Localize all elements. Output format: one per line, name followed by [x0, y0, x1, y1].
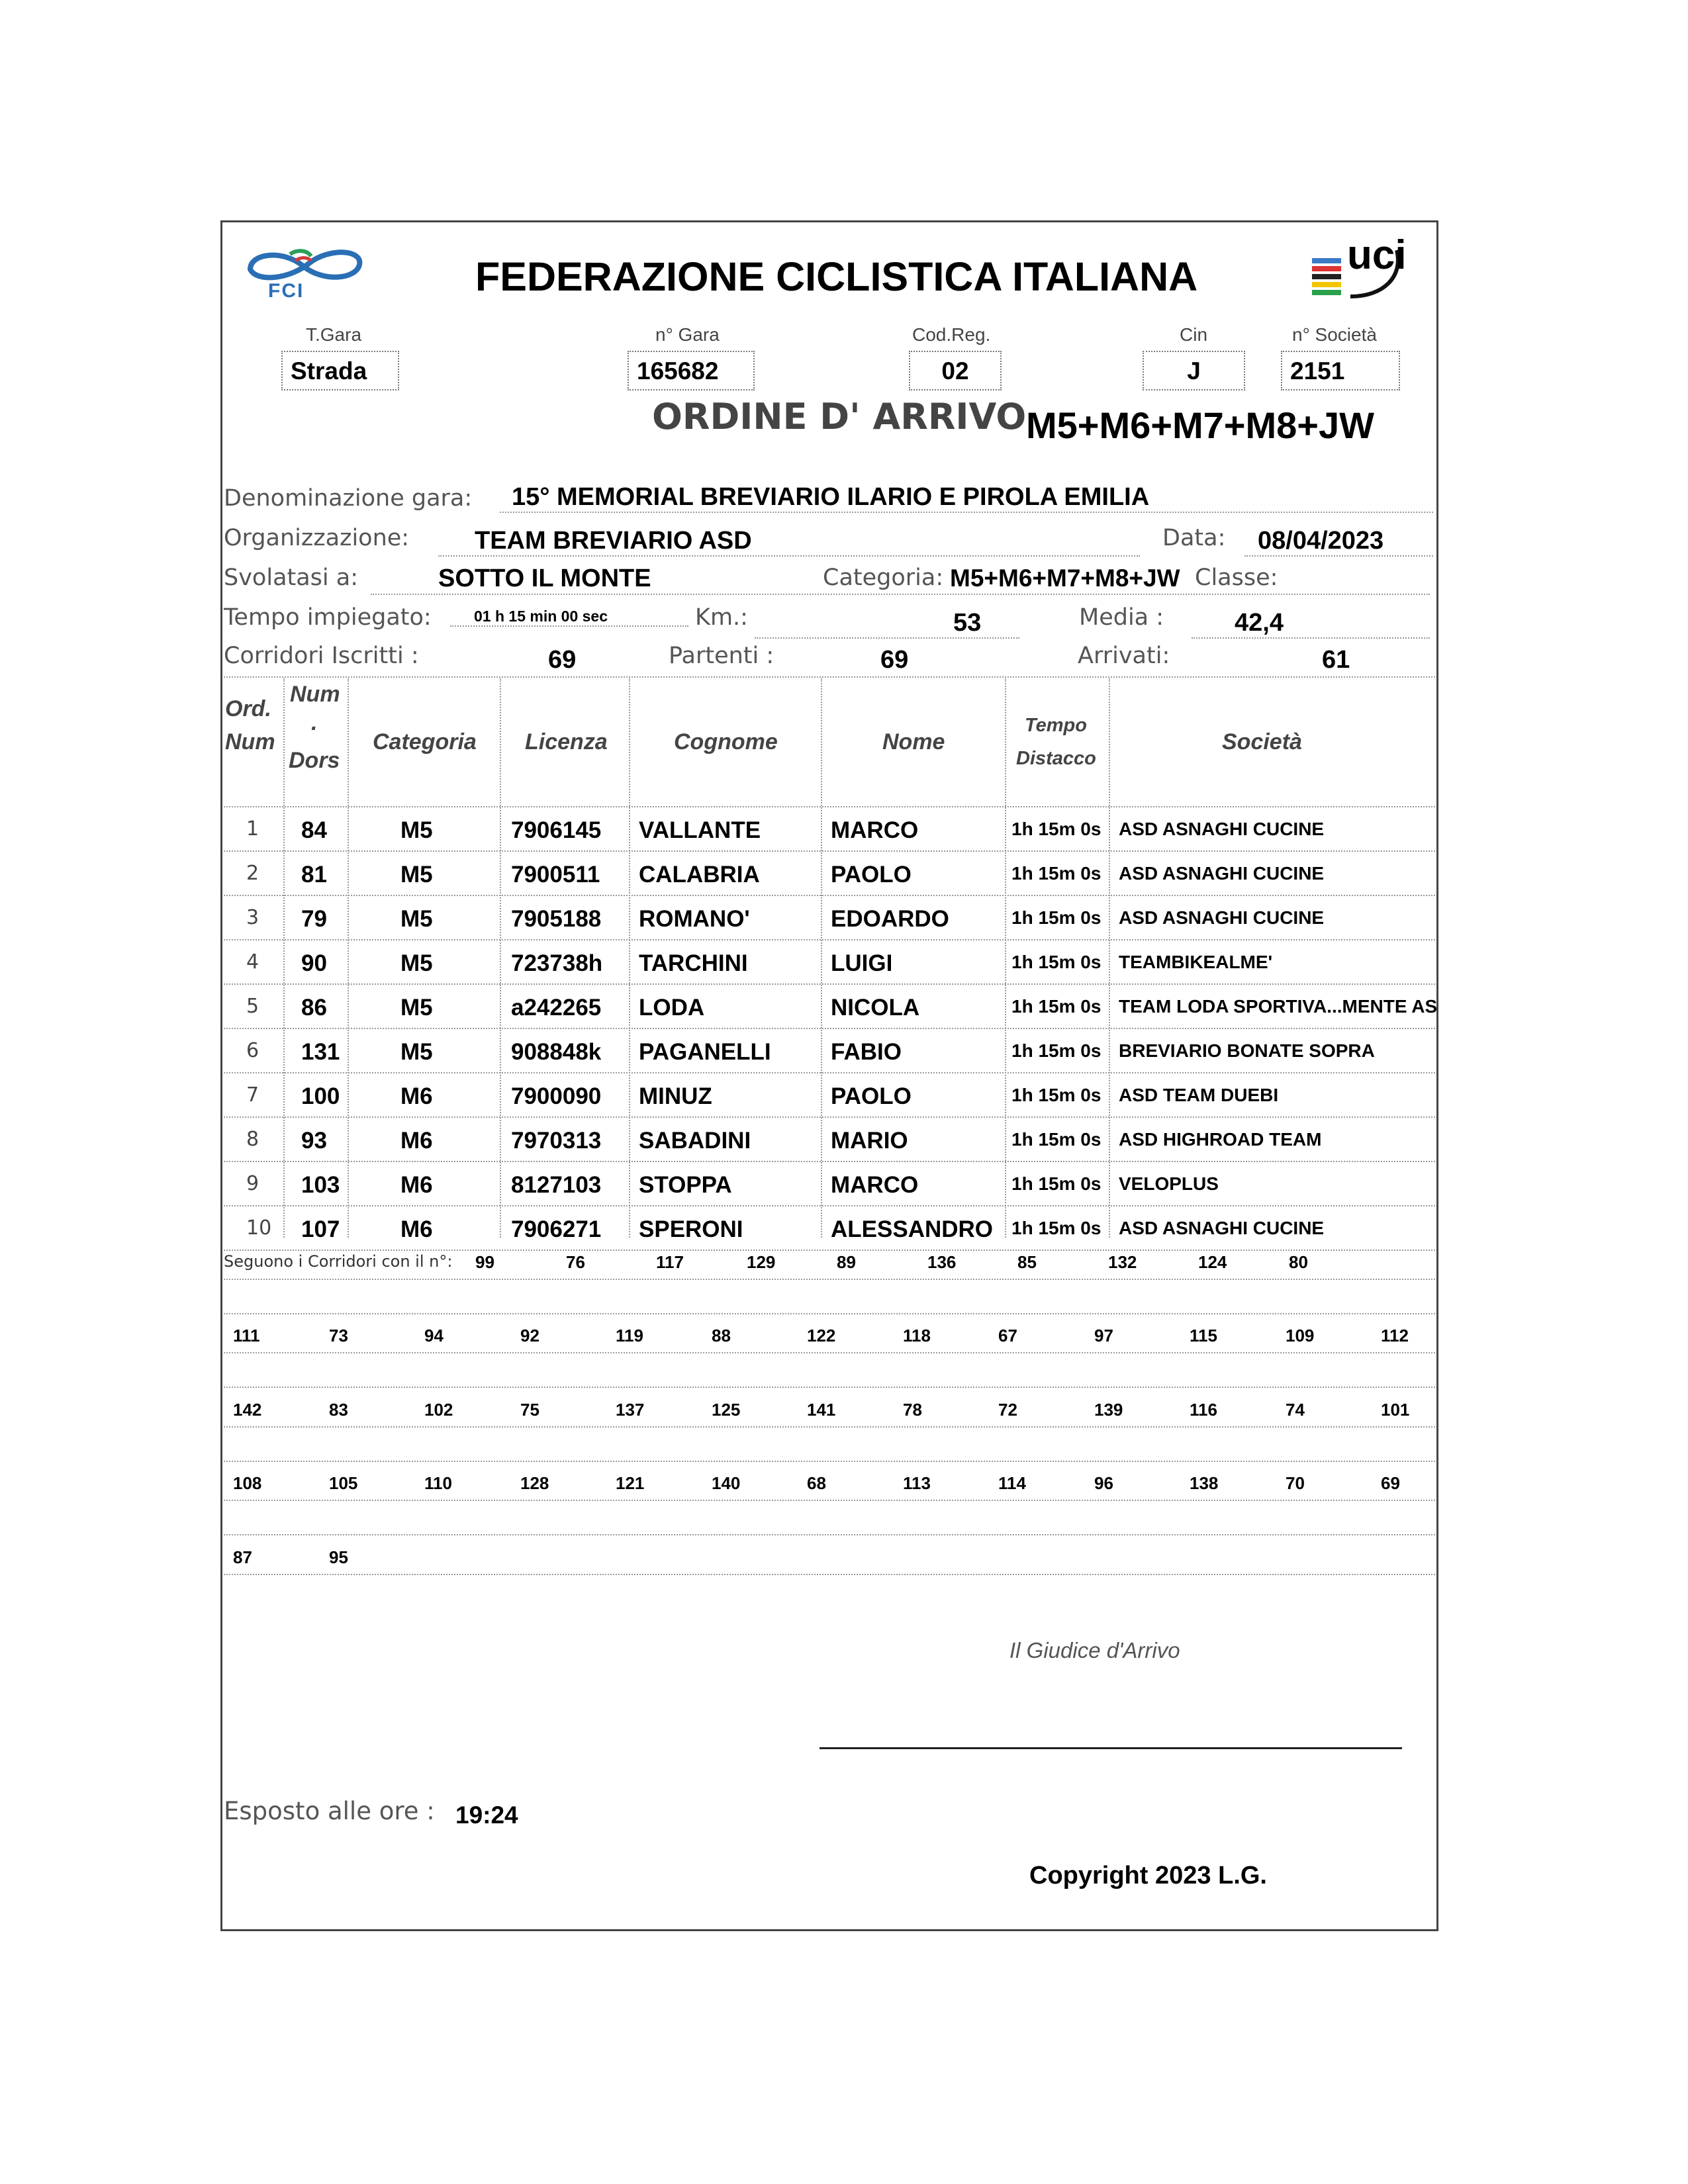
giudice-label: Il Giudice d'Arrivo [1009, 1638, 1180, 1662]
cell-soc: TEAMBIKEALME' [1119, 952, 1273, 972]
cell-lic: 8127103 [511, 1172, 602, 1198]
follower-number: 113 [903, 1473, 931, 1493]
societa-label: n° Società [1292, 324, 1377, 345]
cell-cat: M5 [400, 1039, 433, 1065]
cell-tempo: 1h 15m 0s [1011, 863, 1102, 884]
media-label: Media : [1079, 604, 1164, 631]
cell-soc: VELOPLUS [1119, 1173, 1219, 1194]
follower-number: 68 [807, 1473, 826, 1493]
header-tempo: Tempo [1025, 715, 1087, 736]
iscritti-label: Corridori Iscritti : [224, 643, 419, 669]
cell-ord: 7 [246, 1083, 259, 1107]
follower-number: 128 [520, 1473, 549, 1493]
cell-lic: 7900090 [511, 1083, 602, 1109]
cod-reg-label: Cod.Reg. [912, 324, 991, 345]
follower-number: 88 [712, 1326, 731, 1345]
cell-ord: 9 [246, 1172, 259, 1195]
header-distacco: Distacco [1016, 748, 1096, 769]
cell-lic: 7906145 [511, 817, 602, 843]
follower-number: 125 [712, 1400, 741, 1420]
cell-cat: M6 [400, 1216, 433, 1242]
follower-number: 121 [616, 1473, 645, 1493]
cell-cat: M5 [400, 906, 433, 932]
svolatasi-value: SOTTO IL MONTE [371, 565, 1430, 595]
tipo-gara-label: T.Gara [306, 324, 362, 345]
cin-value: J [1143, 351, 1245, 390]
follower-number: 101 [1381, 1400, 1410, 1420]
cell-soc: BREVIARIO BONATE SOPRA [1119, 1040, 1375, 1061]
cell-tempo: 1h 15m 0s [1011, 1040, 1102, 1061]
cell-soc: ASD ASNAGHI CUCINE [1119, 819, 1325, 839]
follower-number: 142 [233, 1400, 262, 1420]
follower-number: 72 [998, 1400, 1017, 1420]
follower-number: 87 [233, 1547, 252, 1567]
cell-cat: M5 [400, 817, 433, 843]
km-label: Km.: [695, 604, 748, 631]
follower-number: 97 [1094, 1326, 1113, 1345]
numero-gara-label: n° Gara [655, 324, 720, 345]
follower-number: 124 [1198, 1252, 1227, 1272]
cell-ord: 6 [246, 1039, 259, 1062]
follower-number: 75 [520, 1400, 539, 1420]
arrivati-label: Arrivati: [1078, 643, 1170, 669]
follower-number: 96 [1094, 1473, 1113, 1493]
cell-cognome: LODA [639, 995, 705, 1021]
follower-number: 132 [1108, 1252, 1137, 1272]
cell-ord: 1 [246, 817, 259, 841]
esposto-value: 19:24 [455, 1801, 518, 1829]
classe-label: Classe: [1195, 565, 1278, 591]
cell-ord: 5 [246, 995, 259, 1018]
follower-number: 99 [475, 1252, 494, 1272]
cell-nome: FABIO [831, 1039, 902, 1065]
follower-number: 115 [1190, 1326, 1217, 1345]
organizzazione-value: TEAM BREVIARIO ASD [438, 527, 1140, 557]
cell-dors: 107 [301, 1216, 340, 1242]
categoria-label: Categoria: [823, 565, 944, 591]
societa-value: 2151 [1281, 351, 1400, 390]
follower-number: 141 [807, 1400, 836, 1420]
follower-number: 111 [233, 1326, 260, 1345]
follower-number: 138 [1190, 1473, 1219, 1493]
follower-number: 69 [1381, 1473, 1400, 1493]
cell-dors: 103 [301, 1172, 340, 1198]
tempo-label: Tempo impiegato: [224, 604, 432, 631]
header-licenza: Licenza [525, 729, 608, 754]
signature-line [820, 1747, 1402, 1749]
cell-cat: M6 [400, 1172, 433, 1198]
media-value: 42,4 [1192, 609, 1430, 639]
tempo-value: 01 h 15 min 00 sec [450, 608, 688, 627]
cell-cat: M5 [400, 995, 433, 1021]
cell-cat: M5 [400, 862, 433, 887]
follower-number: 102 [424, 1400, 453, 1420]
cell-cat: M6 [400, 1128, 433, 1154]
cell-cognome: TARCHINI [639, 950, 748, 976]
cin-label: Cin [1180, 324, 1208, 345]
cell-cognome: VALLANTE [639, 817, 761, 843]
follower-number: 73 [329, 1326, 348, 1345]
denominazione-label: Denominazione gara: [224, 485, 473, 512]
follower-number: 116 [1190, 1400, 1217, 1420]
cell-tempo: 1h 15m 0s [1011, 952, 1102, 972]
cell-nome: NICOLA [831, 995, 920, 1021]
fci-logo-text: FCI [268, 280, 305, 302]
cell-cat: M5 [400, 950, 433, 976]
cell-cognome: CALABRIA [639, 862, 760, 887]
cell-dors: 79 [301, 906, 327, 932]
follower-number: 85 [1017, 1252, 1037, 1272]
document-categories: M5+M6+M7+M8+JW [1026, 404, 1374, 446]
follower-number: 109 [1286, 1326, 1315, 1345]
categoria-value: M5+M6+M7+M8+JW [950, 565, 1180, 592]
cell-lic: 7906271 [511, 1216, 602, 1242]
data-label: Data: [1162, 525, 1226, 551]
cell-tempo: 1h 15m 0s [1011, 1218, 1102, 1238]
denominazione-value: 15° MEMORIAL BREVIARIO ILARIO E PIROLA EMILIA [500, 483, 1433, 513]
follower-number: 110 [424, 1473, 452, 1493]
cell-nome: MARCO [831, 1172, 919, 1198]
document-title: ORDINE D' ARRIVO [652, 396, 1027, 437]
cell-dors: 131 [301, 1039, 340, 1065]
esposto-label: Esposto alle ore : [224, 1797, 435, 1825]
cell-dors: 90 [301, 950, 327, 976]
cell-soc: ASD HIGHROAD TEAM [1119, 1129, 1322, 1150]
cell-nome: PAOLO [831, 1083, 912, 1109]
follower-number: 129 [747, 1252, 776, 1272]
follower-number: 112 [1381, 1326, 1409, 1345]
follower-number: 76 [566, 1252, 585, 1272]
follower-number: 94 [424, 1326, 444, 1345]
follower-number: 114 [998, 1473, 1026, 1493]
cell-nome: ALESSANDRO [831, 1216, 994, 1242]
cell-lic: 7970313 [511, 1128, 602, 1154]
federation-title: FEDERAZIONE CICLISTICA ITALIANA [475, 254, 1198, 299]
cell-lic: a242265 [511, 995, 602, 1021]
cell-cat: M6 [400, 1083, 433, 1109]
header-cognome: Cognome [674, 729, 778, 754]
cell-soc: TEAM LODA SPORTIVA...MENTE AS [1119, 996, 1438, 1017]
cell-dors: 86 [301, 995, 327, 1021]
cell-lic: 7900511 [511, 862, 600, 887]
cell-dors: 93 [301, 1128, 327, 1154]
cell-nome: MARCO [831, 817, 919, 843]
cell-soc: ASD ASNAGHI CUCINE [1119, 863, 1325, 884]
numero-gara-value: 165682 [628, 351, 755, 390]
cell-ord: 4 [246, 950, 259, 974]
follower-number: 108 [233, 1473, 262, 1493]
cell-nome: LUIGI [831, 950, 893, 976]
cell-dors: 84 [301, 817, 327, 843]
follower-number: 80 [1289, 1252, 1308, 1272]
cell-nome: MARIO [831, 1128, 908, 1154]
header-nome: Nome [882, 729, 945, 754]
cell-soc: ASD TEAM DUEBI [1119, 1085, 1279, 1105]
tipo-gara-value: Strada [281, 351, 399, 390]
cell-soc: ASD ASNAGHI CUCINE [1119, 1218, 1325, 1238]
follower-number: 117 [656, 1252, 684, 1272]
follower-number: 70 [1286, 1473, 1305, 1493]
document-frame [220, 220, 1438, 1931]
header-categoria: Categoria [373, 729, 477, 754]
cell-lic: 908848k [511, 1039, 602, 1065]
cell-nome: PAOLO [831, 862, 912, 887]
cell-ord: 8 [246, 1128, 259, 1151]
follower-number: 139 [1094, 1400, 1123, 1420]
cell-cognome: STOPPA [639, 1172, 732, 1198]
cell-ord: 10 [246, 1216, 272, 1240]
header-societa: Società [1222, 729, 1302, 754]
uci-logo-text: uci [1347, 232, 1407, 278]
partenti-label: Partenti : [669, 643, 774, 669]
follower-number: 119 [616, 1326, 643, 1345]
follower-number: 95 [329, 1547, 348, 1567]
cell-lic: 7905188 [511, 906, 602, 932]
cell-lic: 723738h [511, 950, 603, 976]
cell-tempo: 1h 15m 0s [1011, 996, 1102, 1017]
follower-number: 140 [712, 1473, 741, 1493]
cell-ord: 3 [246, 906, 259, 929]
svolatasi-label: Svolatasi a: [224, 565, 359, 591]
km-value: 53 [755, 609, 1019, 639]
partenti-value: 69 [880, 646, 909, 674]
follower-number: 67 [998, 1326, 1017, 1345]
cell-tempo: 1h 15m 0s [1011, 1085, 1102, 1105]
follower-number: 122 [807, 1326, 836, 1345]
copyright: Copyright 2023 L.G. [1029, 1862, 1267, 1889]
cell-dors: 100 [301, 1083, 340, 1109]
followers-label: Seguono i Corridori con il n°: [224, 1252, 453, 1271]
cell-tempo: 1h 15m 0s [1011, 1129, 1102, 1150]
organizzazione-label: Organizzazione: [224, 525, 410, 551]
follower-number: 136 [927, 1252, 957, 1272]
follower-number: 105 [329, 1473, 358, 1493]
follower-number: 78 [903, 1400, 922, 1420]
cell-cognome: ROMANO' [639, 906, 750, 932]
header-dors-dot: . [311, 710, 318, 735]
cell-dors: 81 [301, 862, 327, 887]
cell-tempo: 1h 15m 0s [1011, 819, 1102, 839]
cell-tempo: 1h 15m 0s [1011, 1173, 1102, 1194]
cell-nome: EDOARDO [831, 906, 949, 932]
cell-tempo: 1h 15m 0s [1011, 907, 1102, 928]
header-dors-num: Num [290, 682, 340, 707]
follower-number: 74 [1286, 1400, 1305, 1420]
follower-number: 137 [616, 1400, 645, 1420]
follower-number: 89 [837, 1252, 856, 1272]
cell-cognome: SPERONI [639, 1216, 743, 1242]
cell-cognome: PAGANELLI [639, 1039, 771, 1065]
cell-soc: ASD ASNAGHI CUCINE [1119, 907, 1325, 928]
follower-number: 118 [903, 1326, 931, 1345]
cell-cognome: MINUZ [639, 1083, 712, 1109]
header-dors: Dors [289, 748, 340, 773]
header-ord-num: Num [225, 729, 275, 754]
follower-number: 92 [520, 1326, 539, 1345]
follower-number: 83 [329, 1400, 348, 1420]
cell-cognome: SABADINI [639, 1128, 751, 1154]
iscritti-value: 69 [548, 646, 577, 674]
header-ord: Ord. [225, 696, 271, 721]
cell-ord: 2 [246, 862, 259, 885]
data-value: 08/04/2023 [1244, 527, 1433, 557]
arrivati-value: 61 [1322, 646, 1350, 674]
cod-reg-value: 02 [909, 351, 1002, 390]
